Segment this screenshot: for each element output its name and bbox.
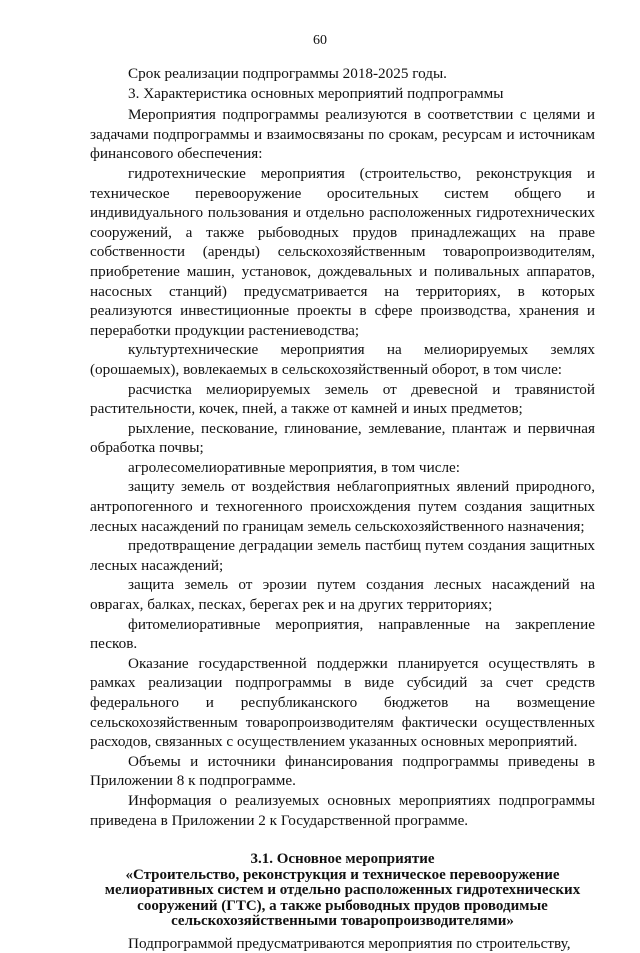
document-body — [90, 64, 595, 953]
section-heading — [90, 852, 595, 930]
paragraph: защиту земель от воздействия неблагоприятных явлений природного, антропогенного и техногенного происхождения путем создания защитных лесных насаждений по границам земель сельскохозяйственного назначения; — [90, 478, 595, 535]
paragraph: рыхление, пескование, глинование, землевание, плантаж и первичная обработка почвы; — [90, 419, 595, 457]
paragraph: предотвращение деградации земель пастбищ путем создания защитных лесных насаждений; — [90, 537, 595, 574]
paragraph: Информация о реализуемых основных мероприятиях подпрограммы приведена в Приложении 2 к Государственной программе. — [90, 791, 595, 829]
paragraph: Подпрограммой предусматриваются мероприятия по строительству, — [128, 934, 571, 952]
paragraph: культуртехнические мероприятия на мелиорируемых землях (орошаемых), вовлекаемых в сельскохозяйственный оборот, в том числе: — [90, 341, 595, 378]
section-heading-title: «Строительство, реконструкция и техническое перевооружение мелиоративных систем и отдельно расположенных гидротехнических сооружений (ГТС), а также рыбоводных прудов проводимые сельскохозяйственными товаропроизводителями» — [104, 866, 581, 930]
paragraph: Объемы и источники финансирования подпрограммы приведены в Приложении 8 к подпрограмме. — [90, 752, 595, 790]
section-3-title: 3. Характеристика основных мероприятий подпрограммы — [128, 84, 504, 102]
paragraph: Мероприятия подпрограммы реализуются в соответствии с целями и задачами подпрограммы и взаимосвязаны по срокам, ресурсам и источникам финансового обеспечения: — [90, 106, 595, 163]
paragraph: фитомелиоративные мероприятия, направленные на закрепление песков. — [90, 615, 595, 653]
paragraph: Оказание государственной поддержки планируется осуществлять в рамках реализации подпрограммы в виде субсидий за счет средств федерального и республиканского бюджетов на возмещение сельскохозяйственным товаропроизводителям фактически осуществленных расходов, связанных с осуществлением указанных основных мероприятий. — [90, 654, 595, 751]
page-number: 60 — [313, 33, 327, 48]
paragraph: агролесомелиоративные мероприятия, в том числе: — [128, 458, 460, 476]
paragraph: гидротехнические мероприятия (строительство, реконструкция и техническое перевооружение оросительных систем общего и индивидуального пользования и отдельно расположенных гидротехнических сооружений, а также рыбоводных прудов принадлежащих на праве собственности (аренды) сельскохозяйственным товаропроизводителям, приобретение машин, установок, дождевальных и поливальных аппаратов, насосных станций) предусматривается на территориях, в которых реализуются инвестиционные проекты в сфере производства, хранения и переработки продукции растениеводства; — [90, 164, 595, 339]
section-heading-number: 3.1. Основное мероприятие — [250, 851, 435, 868]
paragraph-term: Срок реализации подпрограммы 2018-2025 годы. — [128, 65, 447, 82]
paragraph: защита земель от эрозии путем создания лесных насаждений на оврагах, балках, песках, берегах рек и на других территориях; — [90, 576, 595, 614]
paragraph: расчистка мелиорируемых земель от древесной и травянистой растительности, кочек, пней, а также от камней и иных предметов; — [90, 380, 595, 418]
